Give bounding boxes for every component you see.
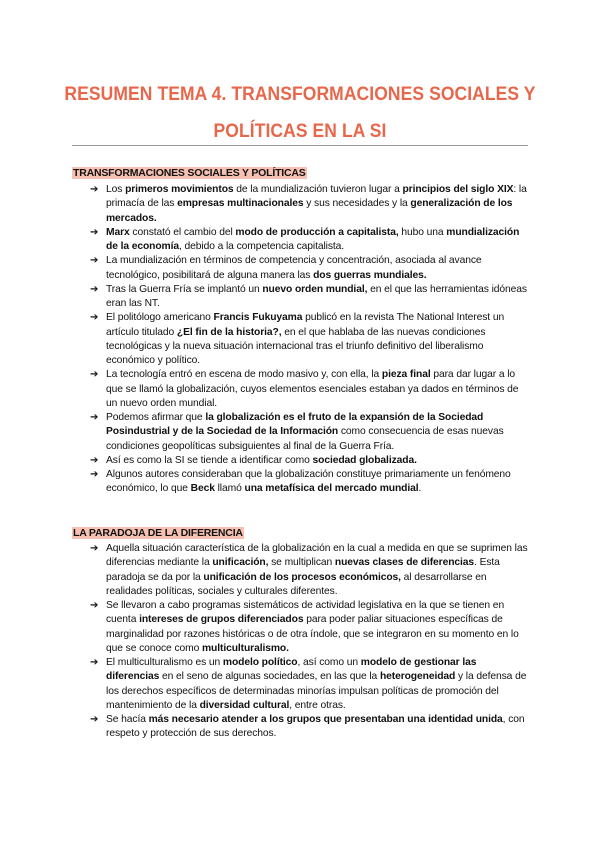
text: El politólogo americano <box>106 312 214 324</box>
bold-text: nuevo orden mundial, <box>262 283 368 295</box>
text: para dar lugar a lo que se llamó la globalización, cuyos elementos esenciales estaban ya dados en términos de un nuevo orden mundial. <box>106 369 519 409</box>
bold-text: Beck <box>190 483 215 495</box>
text: en el que hablaba de las nuevas condiciones tecnológicas y la nueva situación internacional tras el triunfo definitivo del liberalismo económico y político. <box>106 326 486 366</box>
text: Se hacía <box>106 714 149 725</box>
bold-text: mundialización de la economía <box>106 226 520 252</box>
text: Tras la Guerra Fría se implantó un <box>106 283 263 295</box>
text: . Esta paradoja se da por la <box>106 557 500 583</box>
text: Los <box>106 184 126 195</box>
bullet-item <box>90 311 530 368</box>
bullet-item <box>90 454 530 468</box>
right-arrow-icon: ➔ <box>90 600 99 611</box>
bold-text: más necesario atender a los grupos que presentaban una identidad unida <box>148 714 503 725</box>
right-arrow-icon: ➔ <box>90 283 99 295</box>
bullet-item <box>90 226 530 255</box>
bold-text: la globalización es el fruto de la expansión de la Sociedad Posindustrial y de la Sociedad de la Información <box>106 412 484 438</box>
text: de la mundialización tuvieron lugar a <box>233 184 403 195</box>
text: Así es como la SI se tiende a identificar como <box>106 454 313 466</box>
right-arrow-icon: ➔ <box>90 469 99 480</box>
text: , con respeto y protección de sus derechos. <box>106 714 525 740</box>
bold-text: multiculturalismo. <box>201 642 289 654</box>
text: al desarrollarse en realidades políticas, sociales y culturales diferentes. <box>106 571 487 597</box>
text: Podemos afirmar que <box>106 412 206 423</box>
bold-text: modelo político <box>222 657 298 668</box>
section-heading-transformaciones: TRANSFORMACIONES SOCIALES Y POLÍTICAS <box>73 167 306 179</box>
bullet-item <box>90 468 530 497</box>
bullet-item <box>90 368 530 411</box>
bold-text: diversidad cultural <box>199 699 290 711</box>
text: La tecnología entró en escena de modo masivo y, con ella, la <box>106 369 382 381</box>
page-title <box>61 76 539 150</box>
bold-text: empresas multinacionales <box>177 198 304 210</box>
title-line-2: POLÍTICAS EN LA SI <box>213 121 387 142</box>
text: constató el cambio del <box>129 226 236 238</box>
right-arrow-icon: ➔ <box>90 714 99 725</box>
right-arrow-icon: ➔ <box>90 312 99 324</box>
bullet-item <box>90 542 530 599</box>
bold-text: modelo de gestionar las diferencias <box>106 657 477 683</box>
text: en el que las herramientas idóneas eran las NT. <box>106 283 527 309</box>
text: como consecuencia de esas nuevas condiciones geopolíticas subsiguientes al final de la Guerra Fría. <box>106 426 504 452</box>
bullet-item <box>90 411 530 454</box>
bullet-item <box>90 599 530 656</box>
text: para poder paliar situaciones específicas de marginalidad por razones históricas o de otra índole, que se integraron en su momento en lo que se conoce como <box>106 614 519 654</box>
bold-text: heterogeneidad <box>379 671 456 683</box>
bold-text: intereses de grupos diferenciados <box>139 614 304 626</box>
text: Se llevaron a cabo programas sistemáticos de actividad legislativa en la que se tienen en cuenta <box>106 600 505 626</box>
bold-text: unificación, <box>212 557 269 569</box>
right-arrow-icon: ➔ <box>90 657 99 668</box>
right-arrow-icon: ➔ <box>90 454 99 466</box>
title-divider <box>72 145 528 146</box>
bullet-list-transformaciones <box>90 183 530 497</box>
bold-text: Francis Fukuyama <box>213 312 303 324</box>
bold-text: dos guerras mundiales. <box>313 269 427 281</box>
right-arrow-icon: ➔ <box>90 226 99 238</box>
bold-text: modo de producción a capitalista, <box>235 226 399 238</box>
bullet-item <box>90 656 530 713</box>
text: , entre otras. <box>289 699 346 711</box>
title-line-1: RESUMEN TEMA 4. TRANSFORMACIONES SOCIALES Y <box>64 84 536 105</box>
right-arrow-icon: ➔ <box>90 412 99 423</box>
text: y sus necesidades y la <box>303 198 411 210</box>
bold-text: primeros movimientos <box>125 184 234 195</box>
bold-text: unificación de los procesos económicos, <box>203 571 401 583</box>
bold-text: Marx <box>106 226 130 238</box>
right-arrow-icon: ➔ <box>90 255 99 267</box>
right-arrow-icon: ➔ <box>90 543 99 554</box>
text: . <box>418 483 422 495</box>
text: , debido a la competencia capitalista. <box>179 241 345 252</box>
text: : la primacía de las <box>106 184 527 210</box>
text: La mundialización en términos de competencia y concentración, asociada al avance tecnológico, posibilitará de alguna manera las <box>106 255 482 281</box>
bold-text: nuevas clases de diferencias <box>334 557 475 569</box>
bullet-item <box>90 183 530 226</box>
bullet-item <box>90 713 530 742</box>
text: y la defensa de los derechos específicos de determinadas minorías impulsan políticas de promoción del mantenimiento de la <box>106 671 527 711</box>
text: hubo una <box>398 226 447 238</box>
section-heading-paradoja: LA PARADOJA DE LA DIFERENCIA <box>73 527 243 539</box>
right-arrow-icon: ➔ <box>90 184 99 195</box>
text: El multiculturalismo es un <box>106 657 223 668</box>
bold-text: pieza final <box>381 369 431 381</box>
bullet-item <box>90 254 530 283</box>
bold-text: generalización de los mercados. <box>106 198 513 224</box>
text: Algunos autores consideraban que la globalización constituye primariamente un fenómeno económico, lo que <box>106 469 511 495</box>
text: llamó <box>214 483 245 495</box>
text: en el seno de algunas sociedades, en las que la <box>159 671 380 683</box>
text: Aquella situación característica de la globalización en la cual a medida en que se suprimen las diferencias mediante la <box>106 543 528 569</box>
bold-text: sociedad globalizada. <box>312 454 417 466</box>
bullet-list-paradoja <box>90 542 530 742</box>
bold-text: principios del siglo XIX <box>402 184 514 195</box>
bold-text: una metafísica del mercado mundial <box>244 483 419 495</box>
text: publicó en la revista The National Interest un artículo titulado <box>106 312 505 338</box>
bold-text: ¿El fin de la historia?, <box>176 326 282 338</box>
text: , así como un <box>297 657 361 668</box>
text: se multiplican <box>268 557 335 569</box>
right-arrow-icon: ➔ <box>90 369 99 381</box>
bullet-item <box>90 283 530 312</box>
